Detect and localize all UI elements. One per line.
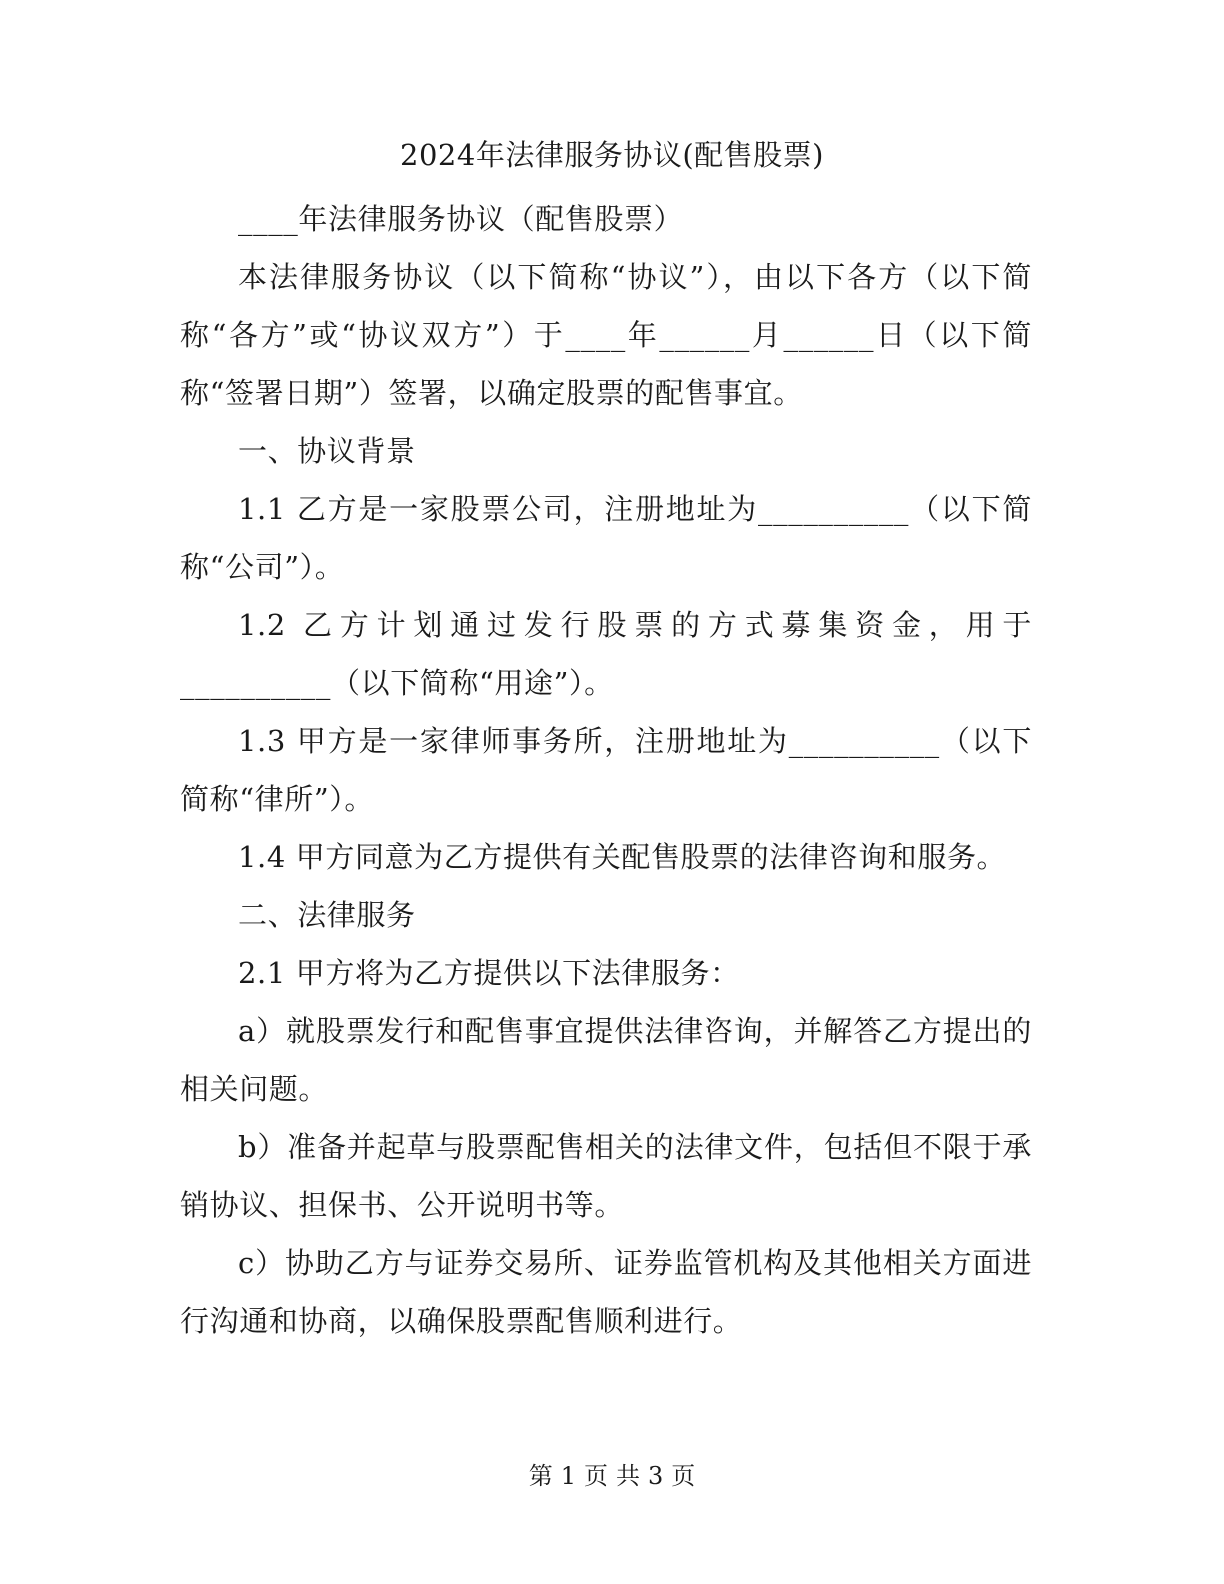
footer-total-pages: 3 (648, 1462, 664, 1490)
clause-1-2: 1.2 乙方计划通过发行股票的方式募集资金，用于__________（以下简称“用途”）。 (180, 608, 1032, 700)
footer-page-suffix: 页 (671, 1462, 696, 1490)
clause-1-1: 1.1 乙方是一家股票公司，注册地址为__________（以下简称“公司”）。 (180, 492, 1032, 584)
clause-2-1-c: c）协助乙方与证券交易所、证券监管机构及其他相关方面进行沟通和协商，以确保股票配售顺利进行。 (180, 1246, 1032, 1338)
document-body (180, 190, 1032, 1350)
section-heading-legal-services: 二、法律服务 (238, 898, 416, 932)
paragraph-subtitle: ____年法律服务协议（配售股票） (238, 202, 684, 236)
footer-page-mid: 页 (584, 1462, 608, 1490)
section-heading-background: 一、协议背景 (238, 434, 416, 468)
document-title: 2024年法律服务协议(配售股票) (400, 138, 824, 172)
clause-2-1-b: b）准备并起草与股票配售相关的法律文件，包括但不限于承销协议、担保书、公开说明书等。 (180, 1130, 1032, 1222)
page-number-footer (0, 1458, 1224, 1494)
footer-page-prefix: 第 (528, 1462, 553, 1490)
footer-total-prefix: 共 (616, 1462, 640, 1490)
paragraph-intro: 本法律服务协议（以下简称“协议”），由以下各方（以下简称“各方”或“协议双方”）于____年______月______日（以下简称“签署日期”）签署，以确定股票的配售事宜。 (180, 260, 1032, 410)
clause-2-1: 2.1 甲方将为乙方提供以下法律服务： (238, 956, 740, 990)
clause-1-4: 1.4 甲方同意为乙方提供有关配售股票的法律咨询和服务。 (238, 840, 1007, 874)
clause-1-3: 1.3 甲方是一家律师事务所，注册地址为__________（以下简称“律所”）。 (180, 724, 1032, 816)
clause-2-1-a: a）就股票发行和配售事宜提供法律咨询，并解答乙方提出的相关问题。 (180, 1014, 1032, 1106)
footer-current-page: 1 (560, 1462, 576, 1490)
